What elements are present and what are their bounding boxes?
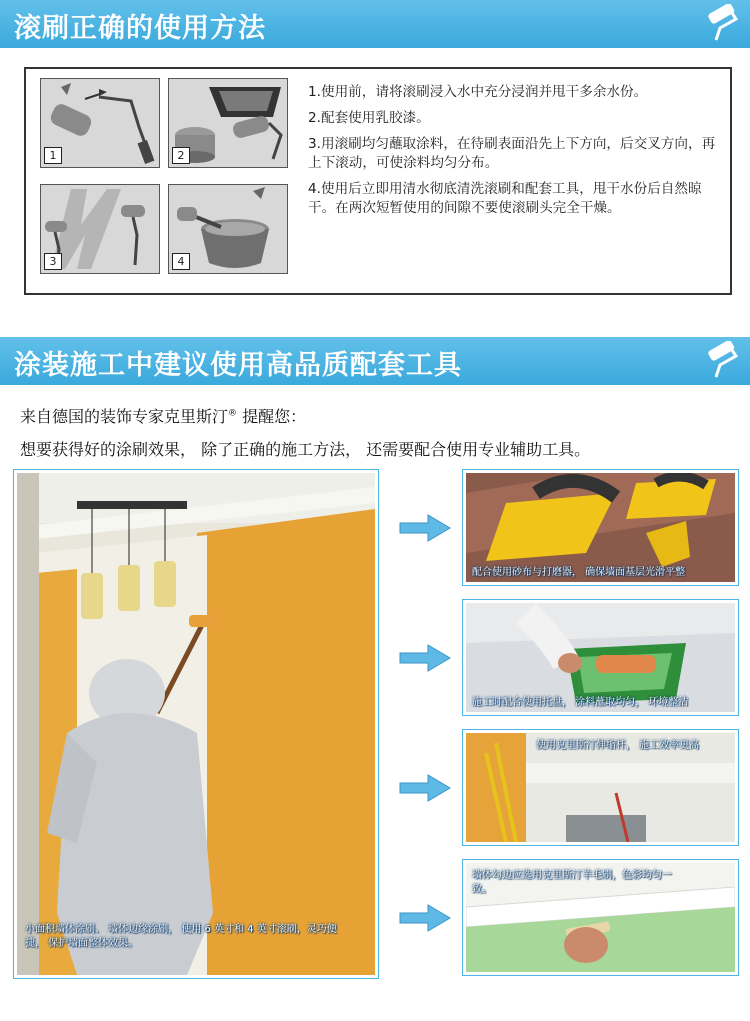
tool-caption: 使用克里斯汀伸缩杆， 施工效率更高 [536, 740, 700, 751]
step-illustration-4 [168, 184, 288, 274]
extension-pole-photo [466, 733, 735, 842]
tool-caption: 墙体勾边应选用克里斯汀羊毛刷，色彩均匀一致。 [472, 870, 672, 895]
section-title: 滚刷正确的使用方法 [14, 13, 266, 44]
main-photo-caption: 小面积墙体涂刷、 墙体边缘涂刷， 使用 6 英寸和 4 英寸滚刷，灵巧便捷， 保护墙面整体效果。 [25, 924, 337, 949]
step-illustration-2 [168, 78, 288, 168]
arrow-right-icon [398, 643, 452, 673]
painter-photo-image [17, 473, 375, 975]
paint-tray-photo [466, 603, 735, 712]
step-text-1: 1.使用前，请将滚刷浸入水中充分浸润并甩干多余水份。 [308, 84, 648, 100]
intro-text: 来自德国的装饰专家克里斯汀 [20, 407, 229, 426]
step-number: 1 [44, 147, 62, 164]
sander-photo [466, 473, 735, 582]
arrow-right-icon [398, 903, 452, 933]
step-number: 3 [44, 253, 62, 270]
tool-photo-frame [462, 729, 739, 846]
intro-line-2: 想要获得好的涂刷效果， 除了正确的施工方法， 还需要配合使用专业辅助工具。 [20, 440, 591, 459]
wool-brush-photo [466, 863, 735, 972]
arrow-right-icon [398, 513, 452, 543]
registered-mark: ® [228, 408, 238, 419]
intro-text: 提醒您： [242, 407, 307, 426]
tool-photo-frame [462, 599, 739, 716]
usage-steps-box [24, 67, 732, 295]
arrow-right-icon [398, 773, 452, 803]
tool-photo-frame [462, 469, 739, 586]
step-illustration-1 [40, 78, 160, 168]
paint-roller-icon [694, 341, 740, 381]
painter-photo [17, 473, 375, 975]
tool-caption: 配合使用砂布与打磨器， 确保墙面基层光滑平整 [472, 567, 686, 578]
step-illustration-3 [40, 184, 160, 274]
step-number: 2 [172, 147, 190, 164]
section-banner [0, 0, 750, 48]
section-banner [0, 337, 750, 385]
main-photo-frame [13, 469, 379, 979]
step-text-2: 2.配套使用乳胶漆。 [308, 110, 430, 126]
step-number: 4 [172, 253, 190, 270]
intro-line-1 [20, 404, 306, 427]
usage-steps-list [308, 83, 726, 225]
tool-photo-frame [462, 859, 739, 976]
tool-caption: 施工时配合使用托盘， 涂料蘸取均匀， 环境整洁 [472, 697, 689, 708]
paint-roller-icon [694, 4, 740, 44]
section-title: 涂装施工中建议使用高品质配套工具 [14, 350, 462, 381]
step-text-3: 3.用滚刷均匀蘸取涂料，在待刷表面沿先上下方向，后交叉方向，再上下滚动，可使涂料均匀分布。 [308, 136, 716, 171]
step-text-4: 4.使用后立即用清水彻底清洗滚刷和配套工具，甩干水份后自然晾干。在两次短暂使用的间隙不要使滚刷头完全干燥。 [308, 181, 702, 216]
